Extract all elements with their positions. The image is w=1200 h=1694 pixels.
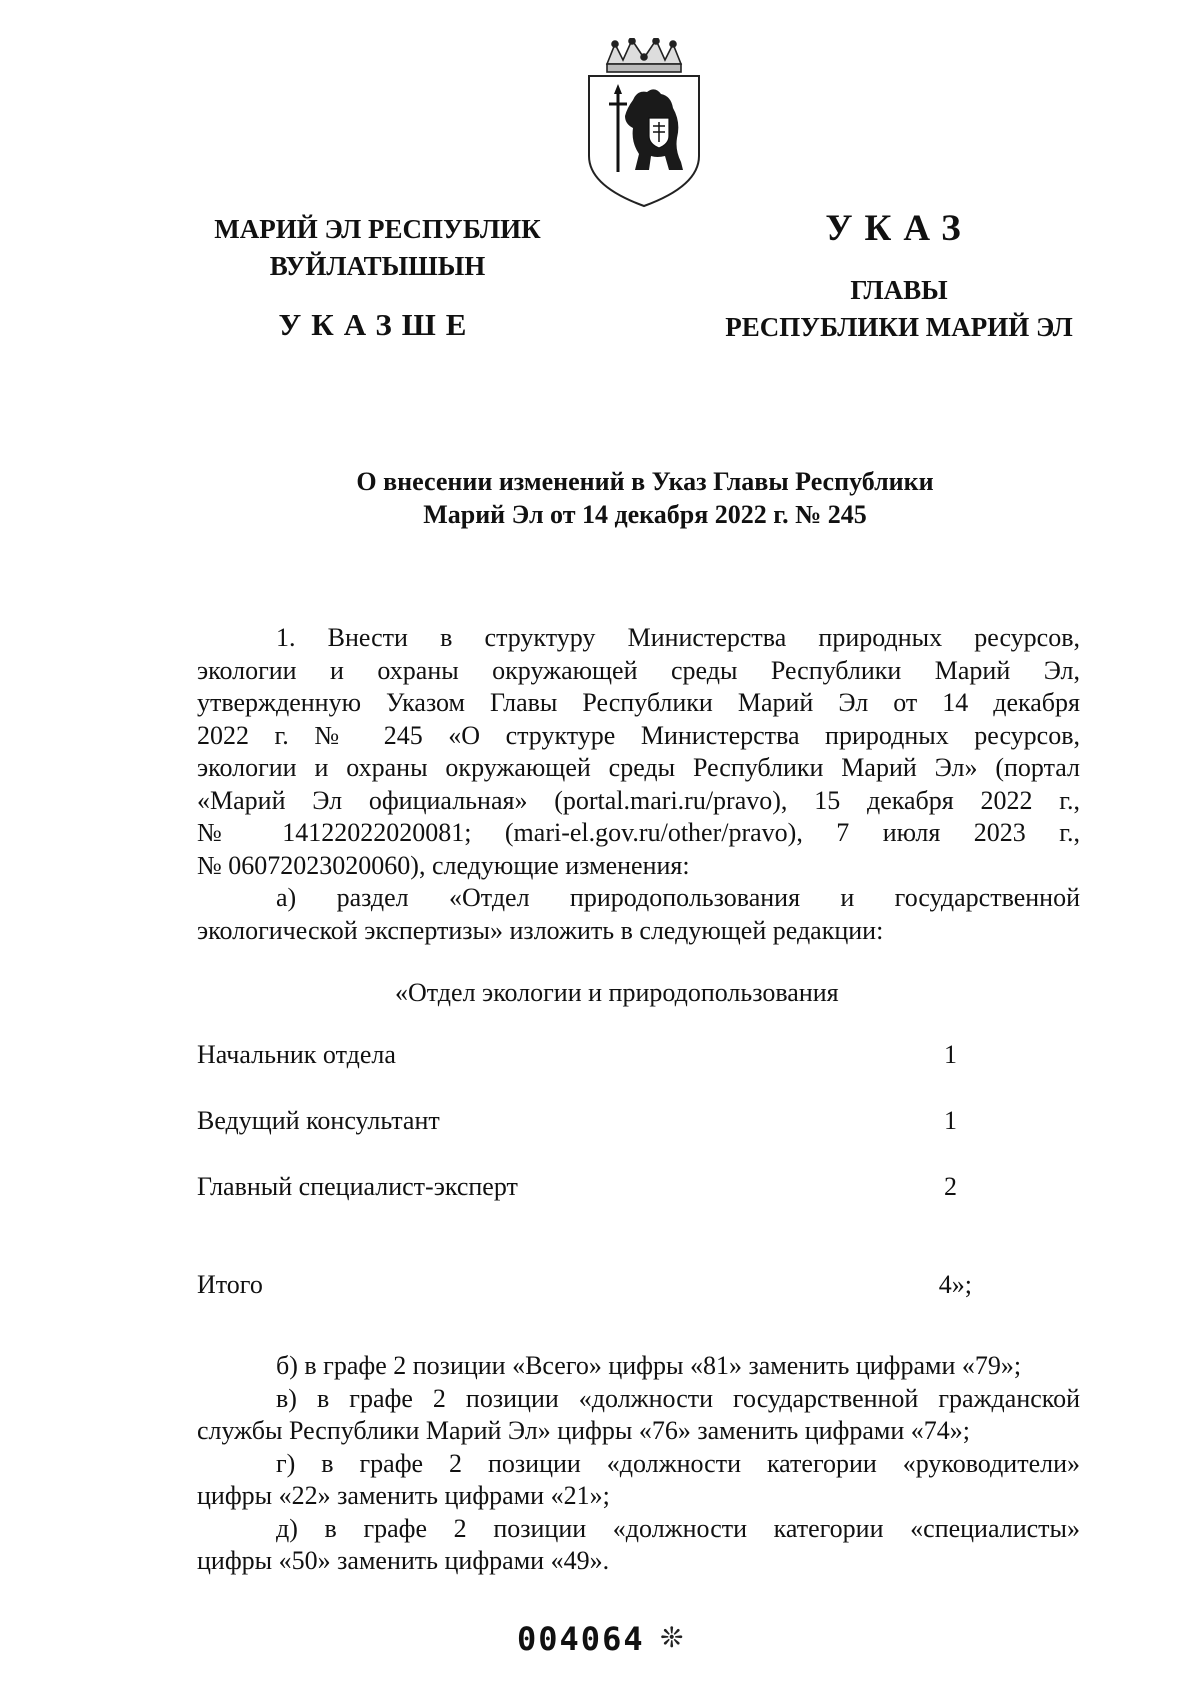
- header-left-line1: МАРИЙ ЭЛ РЕСПУБЛИК: [214, 214, 541, 244]
- item-a-line: экологической экспертизы» изложить в следующей редакции:: [197, 915, 884, 945]
- snowflake-icon: ❊: [660, 1623, 684, 1654]
- item-g-line: г) в графе 2 позиции «должности категории «руководители»: [276, 1448, 1080, 1478]
- header-left-line3: УКАЗШЕ: [278, 307, 477, 342]
- item-v-line: в) в графе 2 позиции «должности государственной гражданской: [276, 1383, 1080, 1413]
- serial-number: 004064: [517, 1620, 645, 1658]
- header-right-line1: УКАЗ: [825, 208, 973, 249]
- staff-row-label: Главный специалист-эксперт: [197, 1172, 518, 1201]
- document-title-line2: Марий Эл от 14 декабря 2022 г. № 245: [423, 500, 867, 529]
- paragraph-line: № 14122022020081; (mari-el.gov.ru/other/pravo), 7 июля 2023 г.,: [197, 818, 1080, 847]
- header-right-line2: ГЛАВЫ: [850, 275, 948, 305]
- staff-row-value: 1: [944, 1106, 957, 1135]
- item-g-line: цифры «22» заменить цифрами «21»;: [197, 1481, 610, 1510]
- staff-row-label: Ведущий консультант: [197, 1106, 440, 1135]
- body-paragraph-1: [197, 622, 1080, 947]
- paragraph-line: утвержденную Указом Главы Республики Марий Эл от 14 декабря: [197, 688, 1080, 717]
- paragraph-line: экологии и охраны окружающей среды Республики Марий Эл» (портал: [197, 753, 1080, 782]
- section-heading: «Отдел экологии и природопользования: [395, 978, 839, 1007]
- item-d-line: д) в графе 2 позиции «должности категории «специалисты»: [276, 1513, 1080, 1543]
- header-right-line3: РЕСПУБЛИКИ МАРИЙ ЭЛ: [725, 312, 1073, 342]
- mari-el-coat-of-arms-icon: [585, 38, 703, 208]
- item-a-line: а) раздел «Отдел природопользования и государственной: [276, 883, 1080, 912]
- paragraph-line: 2022 г. № 245 «О структуре Министерства природных ресурсов,: [197, 720, 1080, 750]
- paragraph-line: № 06072023020060), следующие изменения:: [197, 850, 690, 880]
- item-v-line: службы Республики Марий Эл» цифры «76» заменить цифрами «74»;: [197, 1416, 971, 1445]
- total-label: Итого: [197, 1270, 263, 1299]
- paragraph-line: «Марий Эл официальная» (portal.mari.ru/pravo), 15 декабря 2022 г.,: [197, 785, 1080, 815]
- header-left-line2: ВУЙЛАТЫШЫН: [269, 251, 486, 281]
- document-title-line1: О внесении изменений в Указ Главы Республики: [356, 467, 934, 496]
- staff-row-label: Начальник отдела: [197, 1040, 396, 1069]
- paragraph-line: 1. Внести в структуру Министерства природных ресурсов,: [276, 623, 1080, 652]
- items-list: [197, 1350, 1080, 1578]
- item-b-line: б) в графе 2 позиции «Всего» цифры «81» заменить цифрами «79»;: [276, 1351, 1022, 1380]
- total-value: 4»;: [938, 1270, 972, 1299]
- staff-row-value: 2: [944, 1172, 957, 1201]
- staff-row-value: 1: [944, 1040, 957, 1069]
- item-d-line: цифры «50» заменить цифрами «49».: [197, 1546, 610, 1575]
- paragraph-line: экологии и охраны окружающей среды Республики Марий Эл,: [197, 655, 1080, 685]
